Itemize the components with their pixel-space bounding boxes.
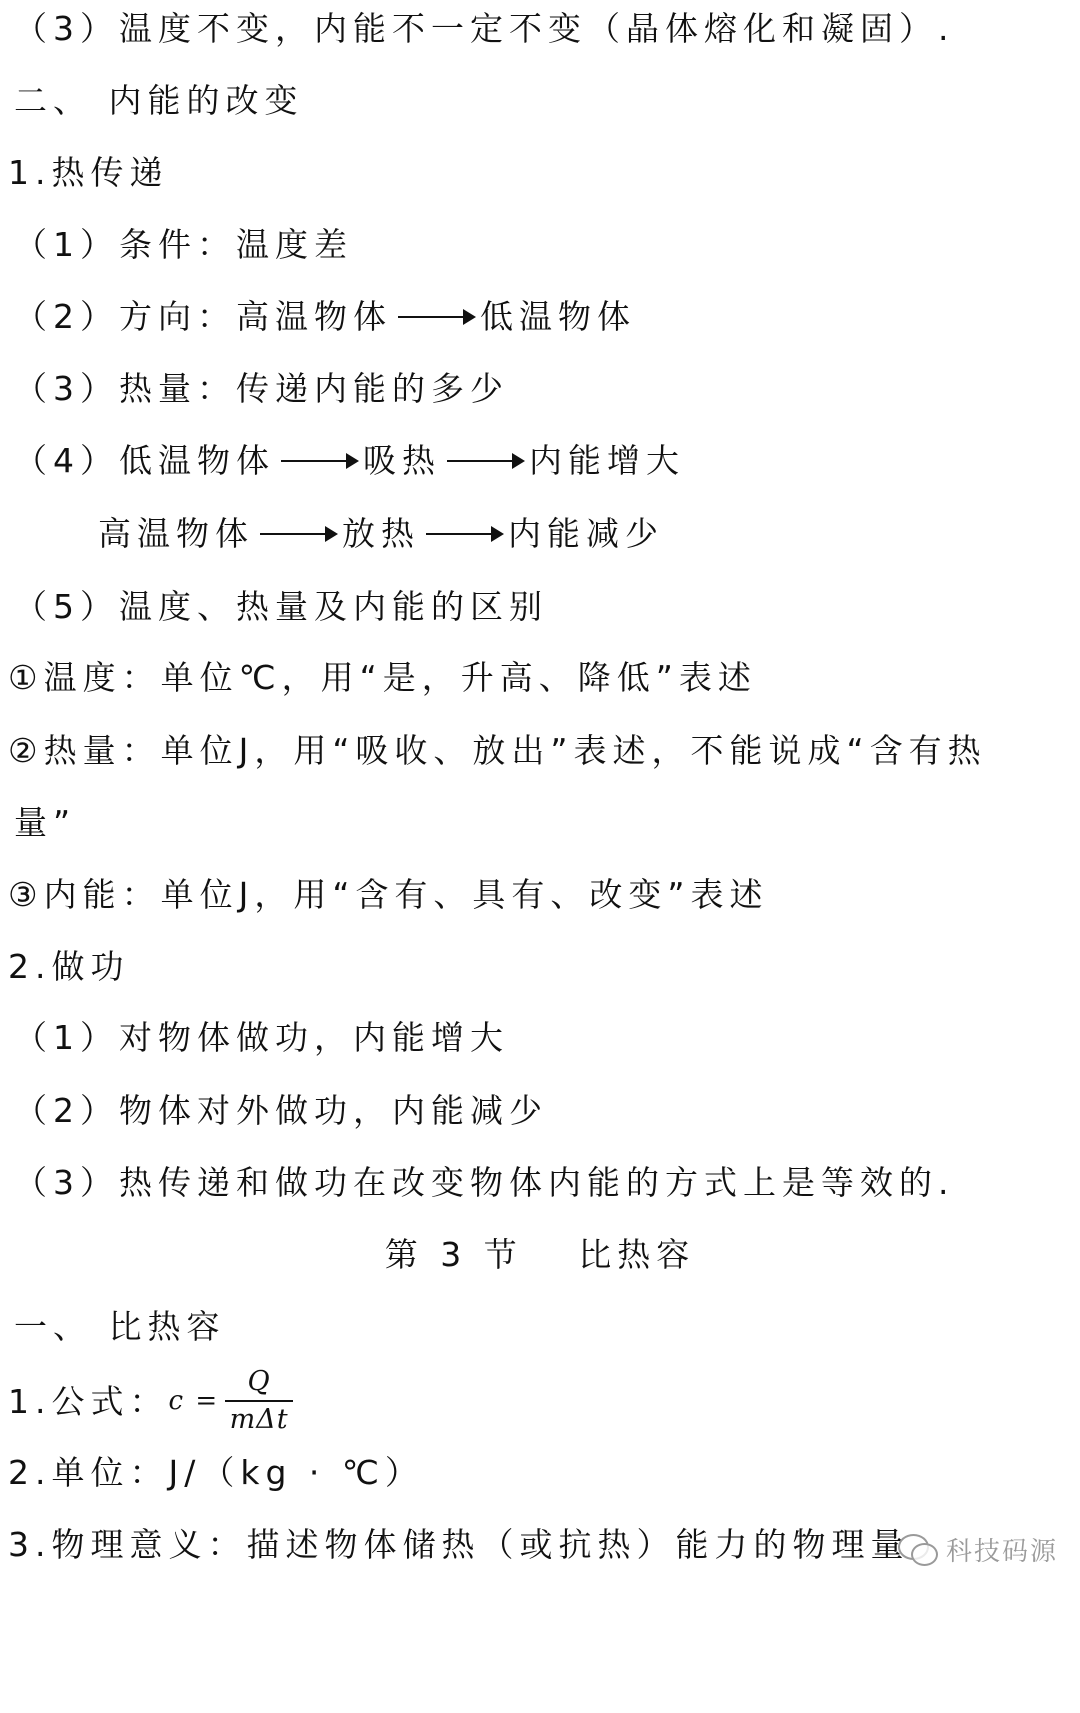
text-line [8,875,769,914]
text-line [8,1525,910,1564]
text-line [8,1453,424,1492]
text-content: （4）低温物体 [14,441,275,480]
text-content: （3）温度不变，内能不一定不变（晶体熔化和凝固）. [14,9,955,48]
section-heading [14,1307,226,1346]
text-content: （2）方向：高温物体 [14,297,392,336]
text-content: 2.单位：J/（kg · ℃） [8,1453,424,1492]
title-text: 第 3 节 比热容 [384,1235,696,1274]
text-line [14,369,509,408]
fraction-bar [225,1400,293,1402]
formula-lhs: c = [168,1386,220,1417]
text-line [98,514,664,553]
text-content: 低温物体 [480,297,636,336]
right-arrow-icon [281,460,357,462]
right-arrow-icon [260,533,336,535]
fraction-denominator: mΔt [229,1404,289,1436]
text-content: ①温度：单位℃，用“是，升高、降低”表述 [8,658,757,697]
formula-label: 1.公式： [8,1381,169,1421]
text-line [8,658,757,697]
text-content: 放热 [342,514,420,553]
text-content: 吸热 [363,441,441,480]
text-line [14,1091,548,1130]
text-line [14,587,548,626]
text-content: （2）物体对外做功，内能减少 [14,1091,548,1130]
right-arrow-icon [398,316,474,318]
text-content: 3.物理意义：描述物体储热（或抗热）能力的物理量 [8,1525,910,1564]
fraction-numerator: Q [247,1366,271,1397]
heading-text: 一、 比热容 [14,1307,226,1346]
text-line [8,731,987,770]
text-line [14,1163,955,1202]
text-line [14,9,955,48]
watermark [898,1531,1058,1568]
text-line [14,297,636,336]
text-content: （1）条件：温度差 [14,225,353,264]
heading-text: 二、 内能的改变 [14,81,304,120]
text-content: 量” [14,803,77,842]
subsection-heading [8,947,130,986]
subsection-heading [8,153,169,192]
chapter-title [0,1235,1080,1274]
text-line [14,441,685,480]
heading-text: 1.热传递 [8,153,169,192]
text-content: （3）热量：传递内能的多少 [14,369,509,408]
text-content: ③内能：单位J，用“含有、具有、改变”表述 [8,875,769,914]
text-content: （5）温度、热量及内能的区别 [14,587,548,626]
text-content: （3）热传递和做功在改变物体内能的方式上是等效的. [14,1163,955,1202]
formula-line [8,1368,293,1435]
text-content: 高温物体 [98,514,254,553]
text-content: （1）对物体做功，内能增大 [14,1018,509,1057]
text-line [14,225,353,264]
formula-fraction [225,1368,293,1435]
right-arrow-icon [426,533,502,535]
text-content: 内能增大 [529,441,685,480]
text-line [14,1018,509,1057]
section-heading [14,81,304,120]
right-arrow-icon [447,460,523,462]
heading-text: 2.做功 [8,947,130,986]
text-line [14,803,77,842]
text-content: ②热量：单位J，用“吸收、放出”表述，不能说成“含有热 [8,731,987,770]
watermark-brand: 科技码源 [945,1537,1058,1567]
text-content: 内能减少 [508,514,664,553]
wechat-chat-icon [898,1534,938,1566]
